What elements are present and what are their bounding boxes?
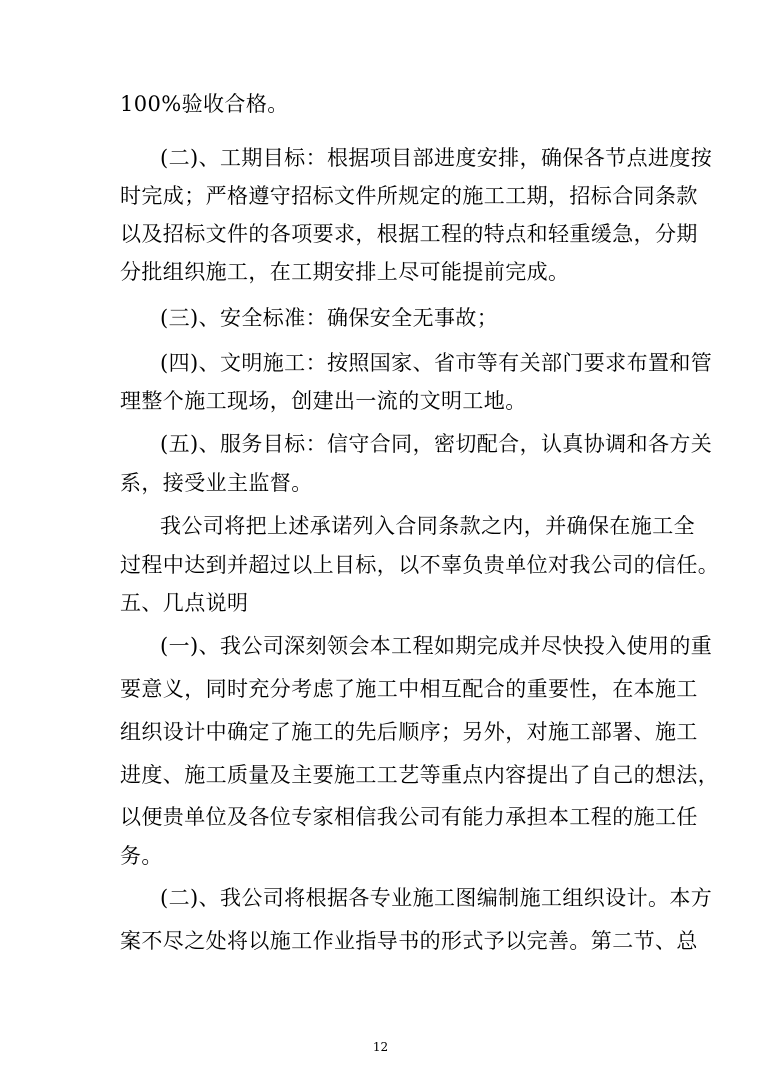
text-line: (二)、我公司将根据各专业施工图编制施工组织设计。本方	[160, 886, 713, 910]
text-line: 系，接受业主监督。	[120, 471, 313, 495]
text-line: 案不尽之处将以施工作业指导书的形式予以完善。第二节、总	[120, 929, 698, 953]
text-line: (三)、安全标准：确保安全无事故；	[160, 306, 499, 330]
text-line: 理整个施工现场，创建出一流的文明工地。	[120, 389, 527, 413]
text-line: 我公司将把上述承诺列入合同条款之内，并确保在施工全	[160, 514, 695, 538]
text-line: 要意义，同时充分考虑了施工中相互配合的重要性，在本施工	[120, 677, 698, 701]
text-line: (二)、工期目标：根据项目部进度安排，确保各节点进度按	[160, 146, 713, 170]
page-number: 12	[372, 1040, 389, 1054]
text-line: 以便贵单位及各位专家相信我公司有能力承担本工程的施工任	[120, 805, 698, 829]
text-line: (四)、文明施工：按照国家、省市等有关部门要求布置和管	[160, 351, 713, 375]
text-line: 以及招标文件的各项要求，根据工程的特点和轻重缓急，分期	[120, 222, 698, 246]
section-heading: 五、几点说明	[120, 591, 249, 615]
text-line: 过程中达到并超过以上目标，以不辜负贵单位对我公司的信任。	[120, 553, 720, 577]
text-line: 组织设计中确定了施工的先后顺序；另外，对施工部署、施工	[120, 720, 698, 744]
text-line: 时完成；严格遵守招标文件所规定的施工工期，招标合同条款	[120, 184, 698, 208]
text-line: (一)、我公司深刻领会本工程如期完成并尽快投入使用的重	[160, 634, 713, 658]
text-line: 100%验收合格。	[120, 92, 289, 116]
text-line: (五)、服务目标：信守合同，密切配合，认真协调和各方关	[160, 432, 713, 456]
text-line: 进度、施工质量及主要施工工艺等重点内容提出了自己的想法，	[120, 763, 720, 787]
text-line: 务。	[120, 844, 163, 868]
text-line: 分批组织施工，在工期安排上尽可能提前完成。	[120, 260, 570, 284]
